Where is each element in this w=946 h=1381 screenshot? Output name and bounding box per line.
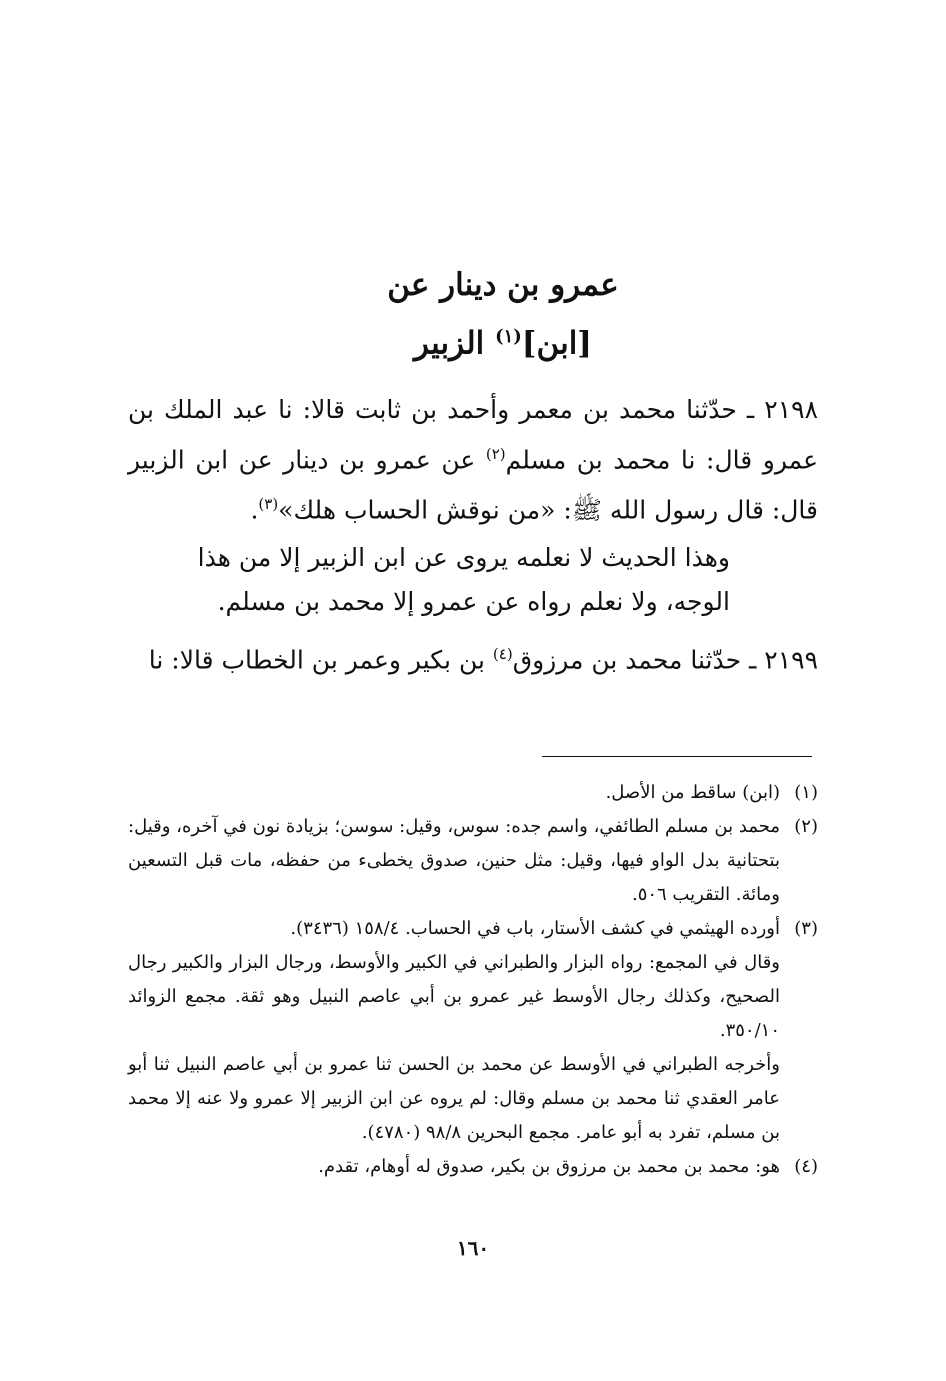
footnote bbox=[128, 810, 818, 912]
footnote-ref-2[interactable]: (٢) bbox=[485, 445, 506, 463]
hadith-text: حدّثنا محمد بن معمر وأحمد بن ثابت قالا: نا عبد الملك بن عمرو قال: نا محمد بن مسلم bbox=[128, 395, 818, 475]
footnote-paragraph: أورده الهيثمي في كشف الأستار، باب في الحساب. ١٥٨/٤ (٣٤٣٦). bbox=[290, 918, 780, 939]
footnotes bbox=[128, 776, 818, 1184]
footnote bbox=[128, 776, 818, 810]
footnote-ref-4[interactable]: (٤) bbox=[492, 645, 513, 663]
footnote-paragraph: محمد بن مسلم الطائفي، واسم جده: سوس، وقيل: سوسن؛ بزيادة نون في آخره، وقيل: بتحتانية بدل الواو فيها، وقيل: مثل حنين، صدوق يخطىء من حفظه، مات قبل التسعين ومائة. التقريب ٥٠٦. bbox=[128, 816, 780, 905]
hadith-text: بن بكير وعمر بن الخطاب قالا: نا bbox=[148, 645, 493, 675]
hadith-text: حدّثنا محمد بن مرزوق bbox=[512, 645, 749, 675]
hadith-text: عن عمرو بن دينار عن ابن الزبير قال: قال رسول الله ﷺ: «من نوقش الحساب هلك» bbox=[128, 445, 818, 525]
footnote-ref-3[interactable]: (٣) bbox=[258, 495, 279, 514]
commentary-line: الوجه، ولا نعلم رواه عن عمرو إلا محمد بن مسلم. bbox=[217, 587, 730, 616]
hadith-2198 bbox=[128, 388, 818, 533]
footnote-number: (٢) bbox=[794, 816, 818, 837]
footnote-number: (٣) bbox=[794, 918, 818, 939]
footnote-text bbox=[128, 912, 780, 1150]
hadith-2199 bbox=[128, 632, 818, 682]
footnote-ref-1[interactable]: (١) bbox=[495, 326, 522, 347]
footnote-paragraph: وأخرجه الطبراني في الأوسط عن محمد بن الحسن ثنا عمرو بن أبي عاصم النبيل ثنا أبو عامر العقدي ثنا محمد بن مسلم وقال: لم يروه عن ابن الزبير إلا عمرو ولا عنه إلا محمد بن مسلم، تفرد به أبو عامر. مجمع البحرين ٩٨/٨ (٤٧٨٠). bbox=[128, 1054, 780, 1143]
footnote-separator bbox=[542, 756, 812, 757]
footnote-paragraph: وقال في المجمع: رواه البزار والطبراني في الكبير والأوسط، ورجال البزار والكبير رجال الصحيح، وكذلك رجال الأوسط غير عمرو بن أبي عاصم النبيل وهو ثقة. مجمع الزوائد ٣٥٠/١٠. bbox=[128, 952, 780, 1041]
footnote-number: (١) bbox=[794, 782, 818, 803]
section-heading bbox=[60, 265, 946, 305]
heading-line-2: الزبير bbox=[414, 325, 496, 362]
commentary-line: وهذا الحديث لا نعلمه يروى عن ابن الزبير إلا من هذا bbox=[197, 543, 730, 572]
footnote bbox=[128, 1150, 818, 1184]
commentary bbox=[128, 536, 818, 624]
footnote-text bbox=[128, 1150, 780, 1184]
footnote-paragraph: هو: محمد بن محمد بن مرزوق بن بكير، صدوق له أوهام، تقدم. bbox=[318, 1156, 780, 1177]
heading-bracket-word: [ابن] bbox=[521, 325, 592, 362]
footnote-text bbox=[128, 776, 780, 810]
hadith-text: . bbox=[250, 495, 259, 525]
footnote-paragraph: (ابن) ساقط من الأصل. bbox=[605, 782, 780, 803]
footnote-number: (٤) bbox=[794, 1156, 818, 1177]
heading-line-1: عمرو بن دينار عن bbox=[387, 267, 619, 303]
hadith-number: ٢١٩٩ ـ bbox=[749, 645, 818, 675]
page-number: ١٦٠ bbox=[456, 1236, 490, 1260]
hadith-number: ٢١٩٨ ـ bbox=[746, 395, 818, 424]
footnote bbox=[128, 912, 818, 1150]
footnote-text bbox=[128, 810, 780, 912]
section-heading-subtitle bbox=[60, 317, 946, 363]
